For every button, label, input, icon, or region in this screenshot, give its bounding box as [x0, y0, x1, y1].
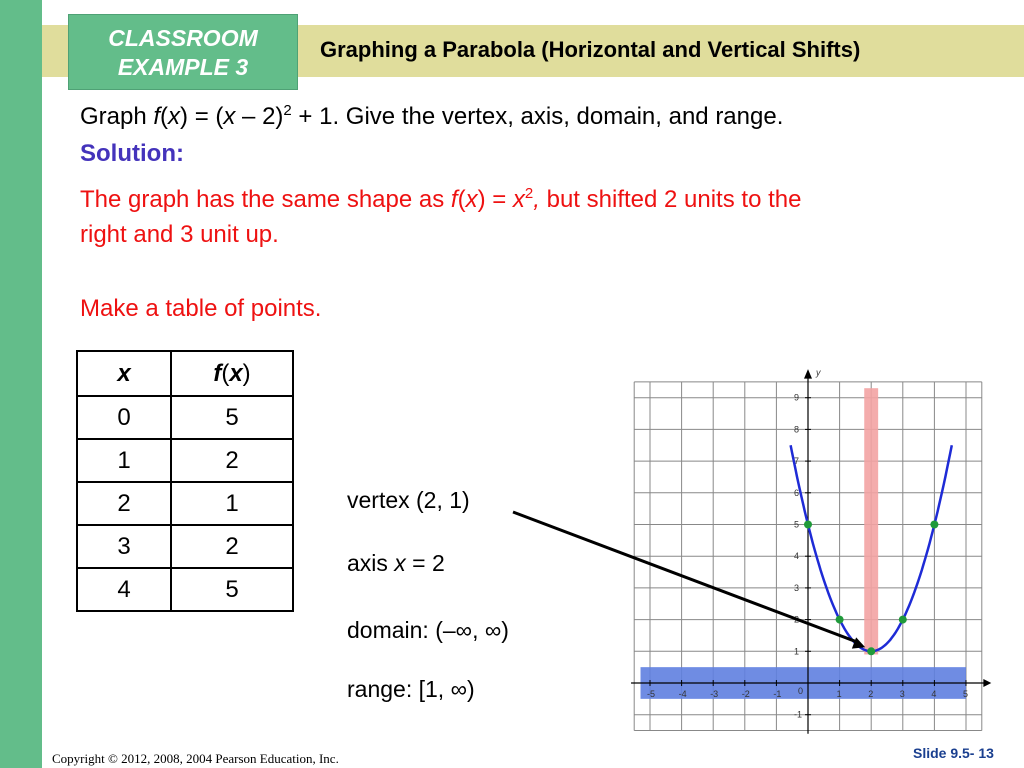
table-prompt: Make a table of points.: [80, 295, 322, 322]
explanation-line2: right and 3 unit up.: [80, 221, 279, 248]
explanation-exponent: 2: [524, 185, 534, 202]
header-x: x: [229, 359, 243, 387]
x-tick-label: 2: [868, 689, 874, 699]
x-tick-label: -3: [710, 689, 719, 699]
explanation-mid: ) =: [477, 186, 513, 213]
solution-label: Solution:: [80, 140, 184, 167]
example-badge-line1: CLASSROOM: [108, 25, 258, 51]
axis-of-symmetry-band: [864, 388, 878, 654]
y-tick-label: 4: [794, 551, 800, 562]
graph-point: [867, 647, 875, 655]
problem-close: ): [180, 103, 189, 130]
y-tick-label: 3: [794, 582, 800, 593]
problem-open: (: [160, 103, 169, 130]
problem-eq: = (: [188, 103, 224, 130]
x-tick-label: -4: [678, 689, 687, 699]
explanation-x2: x: [512, 186, 525, 213]
table-cell-fx: 2: [171, 439, 293, 482]
graph-point: [804, 521, 812, 529]
axis-value: = 2: [405, 550, 445, 576]
explanation-comma: ,: [533, 186, 540, 213]
x-axis-arrow: [983, 679, 991, 687]
x-tick-label: 1: [836, 689, 842, 699]
vertex-text: vertex (2, 1): [347, 487, 470, 513]
y-tick-label: 8: [794, 424, 800, 435]
range-text: range: [1, ∞): [347, 676, 475, 702]
table-cell-fx: 2: [171, 525, 293, 568]
problem-exponent: 2: [283, 102, 292, 119]
x-tick-label: -5: [647, 689, 656, 699]
y-tick-label: 9: [794, 392, 800, 403]
y-axis-arrow: [804, 369, 812, 379]
table-cell-fx: 5: [171, 568, 293, 611]
problem-x2: x: [223, 103, 236, 130]
explanation-x: x: [465, 186, 478, 213]
x-tick-label: 4: [931, 689, 937, 699]
graph-point: [930, 521, 938, 529]
y-axis-label: y: [816, 367, 821, 378]
table-cell-x: 3: [77, 525, 171, 568]
slide-title: Graphing a Parabola (Horizontal and Vertical Shifts): [320, 37, 861, 62]
y-tick-label: 1: [794, 646, 800, 657]
problem-x: x: [168, 103, 181, 130]
y-tick-label: 7: [794, 456, 800, 467]
problem-prefix: Graph: [80, 103, 154, 130]
domain-text: domain: (–∞, ∞): [347, 617, 509, 643]
header-close: ): [242, 359, 251, 387]
explanation-f: f: [450, 186, 458, 213]
x-tick-label: 3: [899, 689, 905, 699]
vertex-arrow: [513, 512, 855, 641]
copyright-text: Copyright © 2012, 2008, 2004 Pearson Education, Inc.: [52, 751, 339, 766]
y-tick-label: 6: [794, 487, 800, 498]
slide-number: Slide 9.5- 13: [913, 745, 994, 761]
header-f: f: [213, 359, 222, 387]
problem-f: f: [153, 103, 161, 130]
table-cell-fx: 1: [171, 482, 293, 525]
table-cell-x: 4: [77, 568, 171, 611]
problem-minus-two: – 2): [235, 103, 284, 130]
origin-label: 0: [798, 686, 804, 696]
x-tick-label: -2: [741, 689, 750, 699]
problem-rest: + 1. Give the vertex, axis, domain, and range.: [291, 103, 784, 130]
graph-point: [836, 616, 844, 624]
example-badge-line2: EXAMPLE 3: [117, 54, 249, 80]
axis-prefix: axis: [347, 550, 395, 576]
axis-var: x: [394, 550, 406, 576]
header-open: (: [221, 359, 230, 387]
y-tick-label: -1: [794, 709, 803, 720]
explanation-open: (: [457, 186, 466, 213]
x-tick-label: -1: [773, 689, 782, 699]
table-cell-x: 0: [77, 396, 171, 439]
x-tick-label: 5: [963, 689, 969, 699]
table-cell-x: 2: [77, 482, 171, 525]
table-cell-x: 1: [77, 439, 171, 482]
graph-point: [899, 616, 907, 624]
y-tick-label: 5: [794, 519, 800, 530]
explanation-part2: but shifted 2 units to the: [539, 186, 802, 213]
table-cell-fx: 5: [171, 396, 293, 439]
explanation-part1: The graph has the same shape as: [80, 186, 451, 213]
table-header-x: x: [77, 351, 171, 396]
